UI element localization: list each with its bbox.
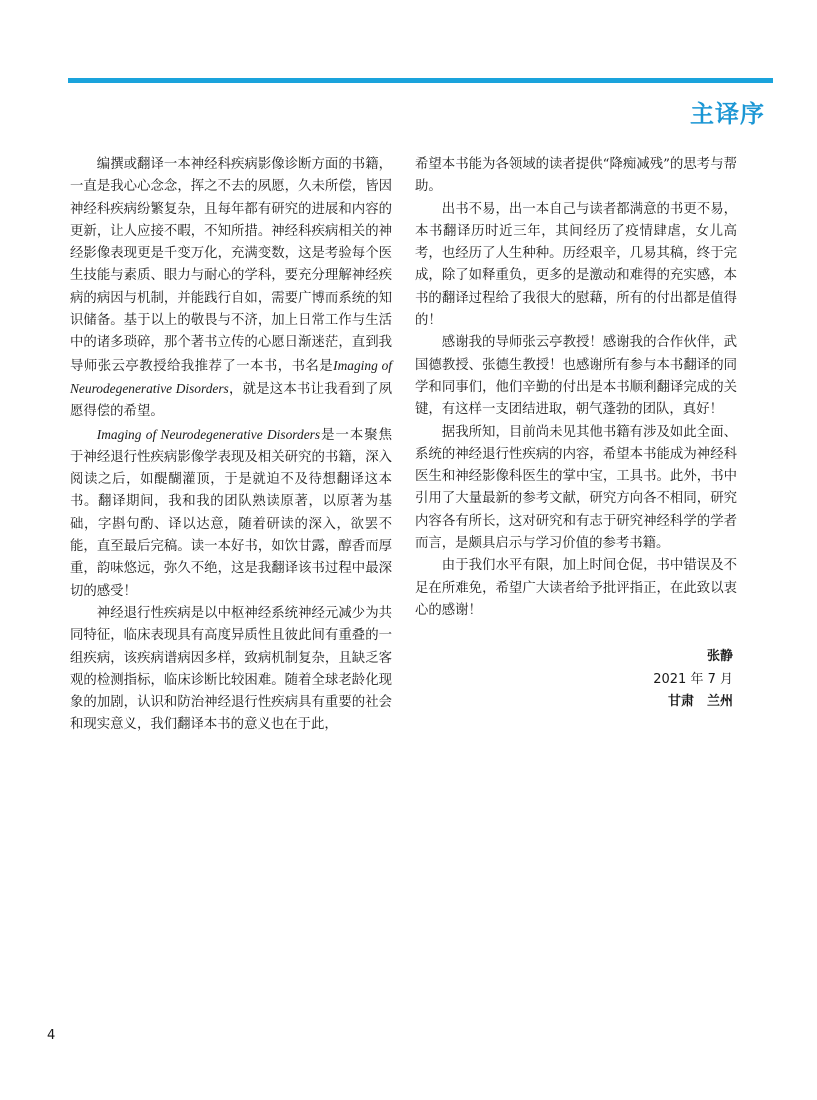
signature-date: 2021 年 7 月 [653, 671, 733, 687]
left-column [70, 154, 392, 737]
page-title: 主译序 [690, 100, 765, 128]
page-number: 4 [47, 1028, 56, 1043]
paragraph [70, 424, 392, 603]
paragraph-text: ，就是这本书让我看到了夙愿得偿的希望。 [70, 381, 392, 420]
signature-block [415, 646, 737, 713]
book-title: Imaging of Neurodegenerative Disorders [70, 357, 392, 396]
paragraph-text: 编撰或翻译一本神经科疾病影像诊断方面的书籍，一直是我心心念念，挥之不去的夙愿，久未所偿，皆因神经科疾病纷繁复杂，且每年都有研究的进展和内容的更新，让人应接不暇，不知所措。神经科疾病相关的神经影像表现更是千变万化，充满变数，这是考验每个医生技能与素质、眼力与耐心的学科，要充分理解神经疾病的病因与机制，并能践行自如，需要广博而系统的知识储备。基于以上的敬畏与不济，加上日常工作与生活中的诸多琐碎，那个著书立传的心愿日渐迷茫，直到我导师张云亭教授给我推荐了一本书，书名是 [70, 157, 392, 374]
translator-name: 张静 [706, 649, 733, 665]
signature-place: 甘肃 兰州 [667, 693, 733, 709]
right-column [415, 154, 737, 713]
header-rule [68, 78, 773, 83]
book-title: Imaging of Neurodegenerative Disorders [96, 426, 321, 442]
paragraph [70, 154, 392, 424]
paragraph-text: 是一本聚焦于神经退行性疾病影像学表现及相关研究的书籍，深入阅读之后，如醍醐灌顶，于是就迫不及待想翻译这本书。翻译期间，我和我的团队熟读原著，以原著为基础，字斟句酌、译以达意，随着研读的深入，欲罢不能，直至最后完稿。读一本好书，如饮甘露，醇香而厚重，韵味悠远，弥久不绝，这是我翻译该书过程中最深切的感受！ [70, 427, 393, 599]
paragraph: 出书不易，出一本自己与读者都满意的书更不易，本书翻译历时近三年，其间经历了疫情肆虐，女儿高考，也经历了人生种种。历经艰辛，几易其稿，终于完成，除了如释重负，更多的是激动和难得的充实感，本书的翻译过程给了我很大的慰藉，所有的付出都是值得的！ [415, 201, 737, 329]
paragraph: 神经退行性疾病是以中枢神经系统神经元减少为共同特征，临床表现具有高度异质性且彼此间有重叠的一组疾病，该疾病谱病因多样，致病机制复杂，且缺乏客观的检测指标，临床诊断比较困难。随着全球老龄化现象的加剧，认识和防治神经退行性疾病具有重要的社会和现实意义，我们翻译本书的意义也在于此， [70, 605, 392, 733]
paragraph: 感谢我的导师张云亭教授！感谢我的合作伙伴，武国德教授、张德生教授！也感谢所有参与本书翻译的同学和同事们，他们辛勤的付出是本书顺利翻译完成的关键，有这样一支团结进取，朝气蓬勃的团队，真好！ [415, 335, 737, 418]
paragraph: 由于我们水平有限，加上时间仓促，书中错误及不足在所难免，希望广大读者给予批评指正，在此致以衷心的感谢！ [415, 558, 737, 618]
paragraph: 据我所知，目前尚未见其他书籍有涉及如此全面、系统的神经退行性疾病的内容，希望本书能成为神经科医生和神经影像科医生的掌中宝，工具书。此外，书中引用了大量最新的参考文献，研究方向各不相同，研究内容各有所长，这对研究和有志于研究神经科学的学者而言，是颇具启示与学习价值的参考书籍。 [415, 424, 737, 552]
paragraph: 希望本书能为各领域的读者提供“降痴减残”的思考与帮助。 [415, 157, 737, 195]
